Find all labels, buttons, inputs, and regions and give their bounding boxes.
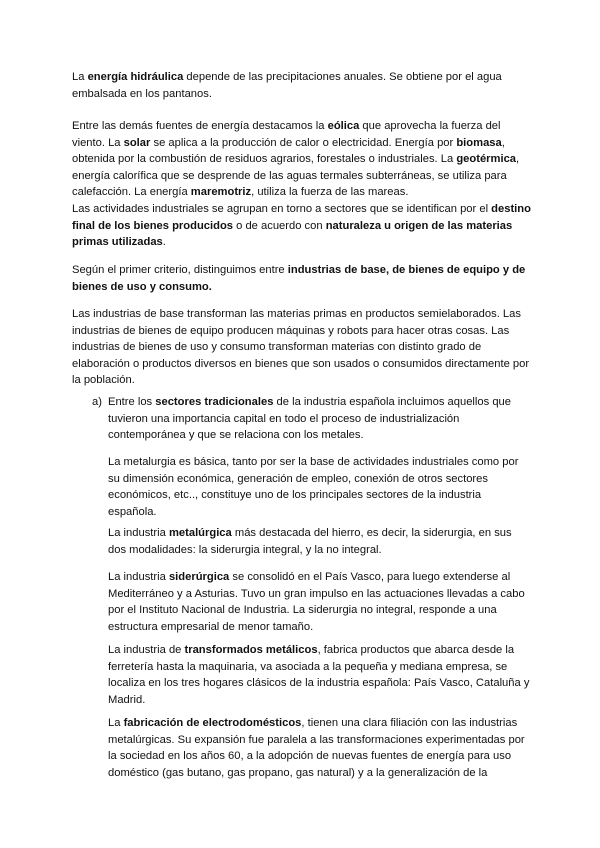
paragraph-industrial-activities: [72, 201, 532, 251]
text-run: Las industrias de base transforman las materias primas en productos semielaborados. Las industrias de bienes de equipo producen máquinas y robots para hacer otras cosas. Las industrias de bienes de uso y consumo transforman materias con distinto grado de elaboración o productos diversos en bienes que son usados o consumidos directamente por la población.: [72, 308, 530, 386]
bold-term: siderúrgica: [168, 571, 230, 583]
bold-term: eólica: [327, 120, 360, 132]
bold-term: industrias de base, de bienes de equipo y de bienes de uso y consumo.: [72, 264, 526, 293]
bold-term: maremotriz: [190, 186, 252, 198]
text-run: o de acuerdo con: [233, 219, 326, 232]
bold-term: naturaleza u origen de las materias primas utilizadas: [72, 219, 513, 248]
text-run: , obtenida por la combustión de residuos agrarios, forestales o industriales. La: [72, 136, 505, 165]
bold-term: sectores tradicionales: [155, 396, 274, 408]
text-run: , fabrica productos que abarca desde la ferretería hasta la maquinaria, va asociada a la pequeña y mediana empresa, se localiza en los tres hogares clásicos de la industria española: País Vasco, Cataluña y Madrid.: [108, 644, 530, 706]
text-run: La industria de: [108, 644, 185, 656]
bold-term: fabricación de electrodomésticos: [123, 717, 302, 729]
list-marker: a): [92, 396, 102, 408]
text-run: , tienen una clara filiación con las industrias metalúrgicas. Su expansión fue paralela a las transformaciones experimentadas por la sociedad en los años 60, a la adopción de nuevas fuentes de energía para uso doméstico (gas butano, gas propano, gas natural) y a la generalización de la: [108, 717, 525, 779]
text-run: La: [72, 71, 88, 83]
text-run: , utiliza la fuerza de las mareas.: [251, 186, 409, 198]
bold-term: destino final de los bienes producidos: [72, 203, 531, 232]
text-run: Las actividades industriales se agrupan en torno a sectores que se identifican por el: [72, 203, 492, 215]
text-run: se aplica a la producción de calor o electricidad. Energía por: [150, 136, 457, 149]
bold-term: metalúrgica: [168, 527, 232, 539]
paragraph-traditional-sectors: [108, 394, 532, 444]
text-run: que aprovecha la fuerza del viento. La: [72, 120, 501, 149]
text-run: La industria: [108, 527, 169, 539]
paragraph-metallurgical-industry: [108, 525, 532, 558]
bold-term: transformados metálicos: [184, 644, 318, 656]
bold-term: energía hidráulica: [87, 71, 184, 83]
text-run: Entre los: [108, 396, 156, 408]
text-run: .: [162, 236, 166, 248]
text-run: se consolidó en el País Vasco, para luego extenderse al Mediterráneo y a Asturias. Tuvo un gran impulso en las actuaciones llevadas a cabo por el Instituto Nacional de Industria. La siderurgia no integral, responde a una estructura empresarial de menor tamaño.: [108, 571, 525, 633]
text-run: La industria: [108, 571, 169, 583]
text-run: de la industria española incluimos aquellos que tuvieron una importancia capital en todo el proceso de industrialización contemporánea y que se relaciona con los metales.: [108, 396, 511, 441]
bold-term: geotérmica: [456, 153, 517, 165]
paragraph-steel-industry: [108, 569, 532, 635]
paragraph-industry-types: [72, 306, 532, 389]
text-run: La metalurgia es básica, tanto por ser la base de actividades industriales como por su dimensión económica, generación de empleo, conexión de otros sectores económicos, etc.., constituye uno de los principales sectores de la industria española.: [108, 456, 519, 518]
text-run: Entre las demás fuentes de energía destacamos la: [72, 120, 328, 132]
paragraph-metal-products: [108, 642, 532, 708]
paragraph-appliances: [108, 715, 532, 781]
bold-term: solar: [123, 136, 151, 149]
paragraph-other-energy-sources: [72, 118, 532, 201]
text-run: depende de las precipitaciones anuales. Se obtiene por el agua embalsada en los pantanos.: [72, 71, 502, 100]
text-run: La: [108, 717, 124, 729]
paragraph-first-criterion: [72, 262, 532, 295]
text-run: , energía calorífica que se desprende de las aguas termales subterráneas, se utiliza para calefacción. La energía: [72, 153, 520, 198]
bold-term: biomasa: [456, 136, 502, 149]
paragraph-metallurgy: [108, 454, 532, 520]
text-run: más destacada del hierro, es decir, la siderurgia, en sus dos modalidades: la siderurgia integral, y la no integral.: [108, 527, 512, 556]
paragraph-hydraulic-energy: [72, 69, 532, 102]
text-run: Según el primer criterio, distinguimos entre: [72, 264, 288, 276]
